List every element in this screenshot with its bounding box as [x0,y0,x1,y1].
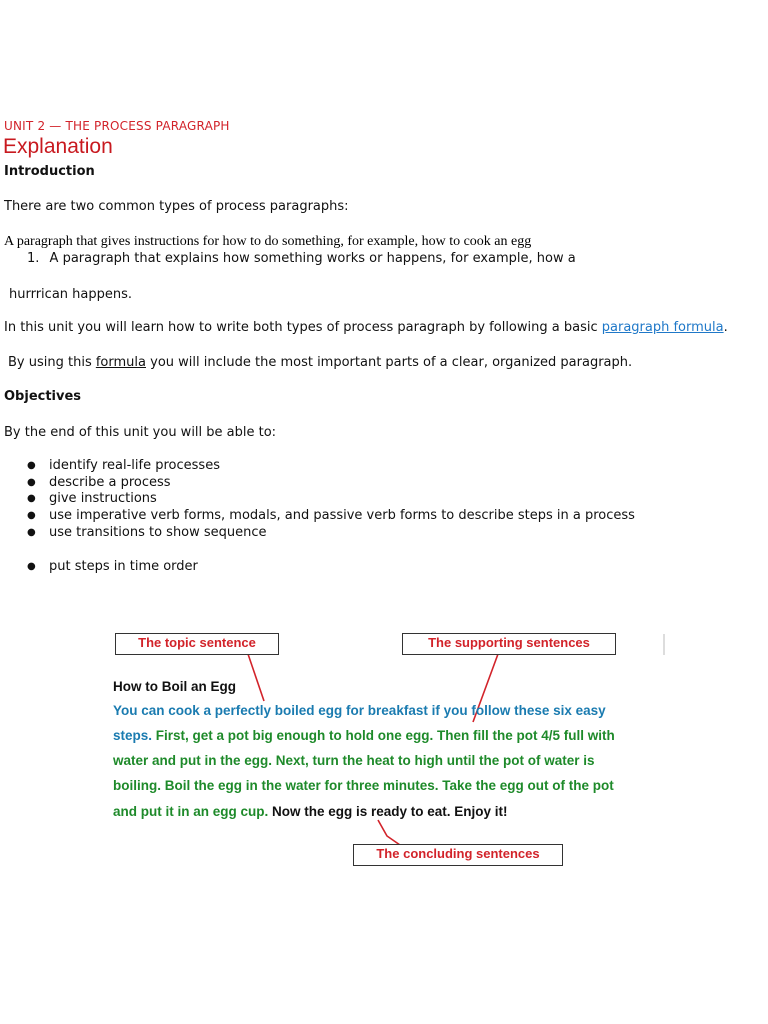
page-title: Explanation [3,135,113,158]
list-item-text: A paragraph that explains how something works or happens, for example, how a [49,251,576,266]
introduction-heading: Introduction [4,164,95,179]
objectives-lead: By the end of this unit you will be able to: [4,425,277,440]
example-line-1: You can cook a perfectly boiled egg for breakfast if you follow these six easy [113,703,606,718]
supporting-text: First, get a pot big enough to hold one egg. Then fill the pot 4/5 full with [152,728,615,743]
concluding-arrow [378,820,400,845]
bullet: ● [27,460,36,471]
example-title: How to Boil an Egg [113,679,236,694]
example-line-4: boiling. Boil the egg in the water for three minutes. Take the egg out of the pot [113,778,614,793]
bullet: ● [27,527,36,538]
topic-sentence-label: The topic sentence [115,633,279,655]
bullet: ● [27,477,36,488]
formula-link[interactable]: formula [95,355,146,370]
bullet: ● [27,561,36,572]
objectives-heading: Objectives [4,389,82,404]
intro-p4-text: In this unit you will learn how to write both types of process paragraph by following a basic [4,320,602,335]
list-number: 1. [27,251,40,266]
objective-item: describe a process [49,475,171,490]
concluding-sentences-label: The concluding sentences [353,844,563,866]
objective-item: identify real-life processes [49,458,220,473]
example-line-2 [113,728,615,743]
concluding-text: Now the egg is ready to eat. Enjoy it! [268,804,508,819]
intro-paragraph-2: A paragraph that gives instructions for how to do something, for example, how to cook an egg [4,234,532,249]
bullet: ● [27,493,36,504]
supporting-text-end: and put it in an egg cup. [113,804,269,819]
intro-paragraph-3: hurrrican happens. [9,287,133,302]
objective-item: put steps in time order [49,559,198,574]
objective-item: give instructions [49,491,157,506]
paragraph-formula-link[interactable]: paragraph formula [601,320,724,335]
bullet: ● [27,510,36,521]
objective-item: use transitions to show sequence [49,525,267,540]
intro-paragraph-1: There are two common types of process paragraphs: [4,199,349,214]
unit-label: UNIT 2 — THE PROCESS PARAGRAPH [4,119,230,133]
supporting-sentences-label: The supporting sentences [402,633,616,655]
objective-item: use imperative verb forms, modals, and passive verb forms to describe steps in a process [49,508,635,523]
example-line-5 [113,804,508,819]
example-line-3: water and put in the egg. Next, turn the heat to high until the pot of water is [113,753,595,768]
topic-arrow [248,654,264,701]
intro-p4-end: . [723,320,728,335]
intro-p5-end: you will include the most important parts of a clear, organized paragraph. [146,355,633,370]
intro-p5-text: By using this [8,355,96,370]
topic-sentence-end: steps. [113,728,153,743]
